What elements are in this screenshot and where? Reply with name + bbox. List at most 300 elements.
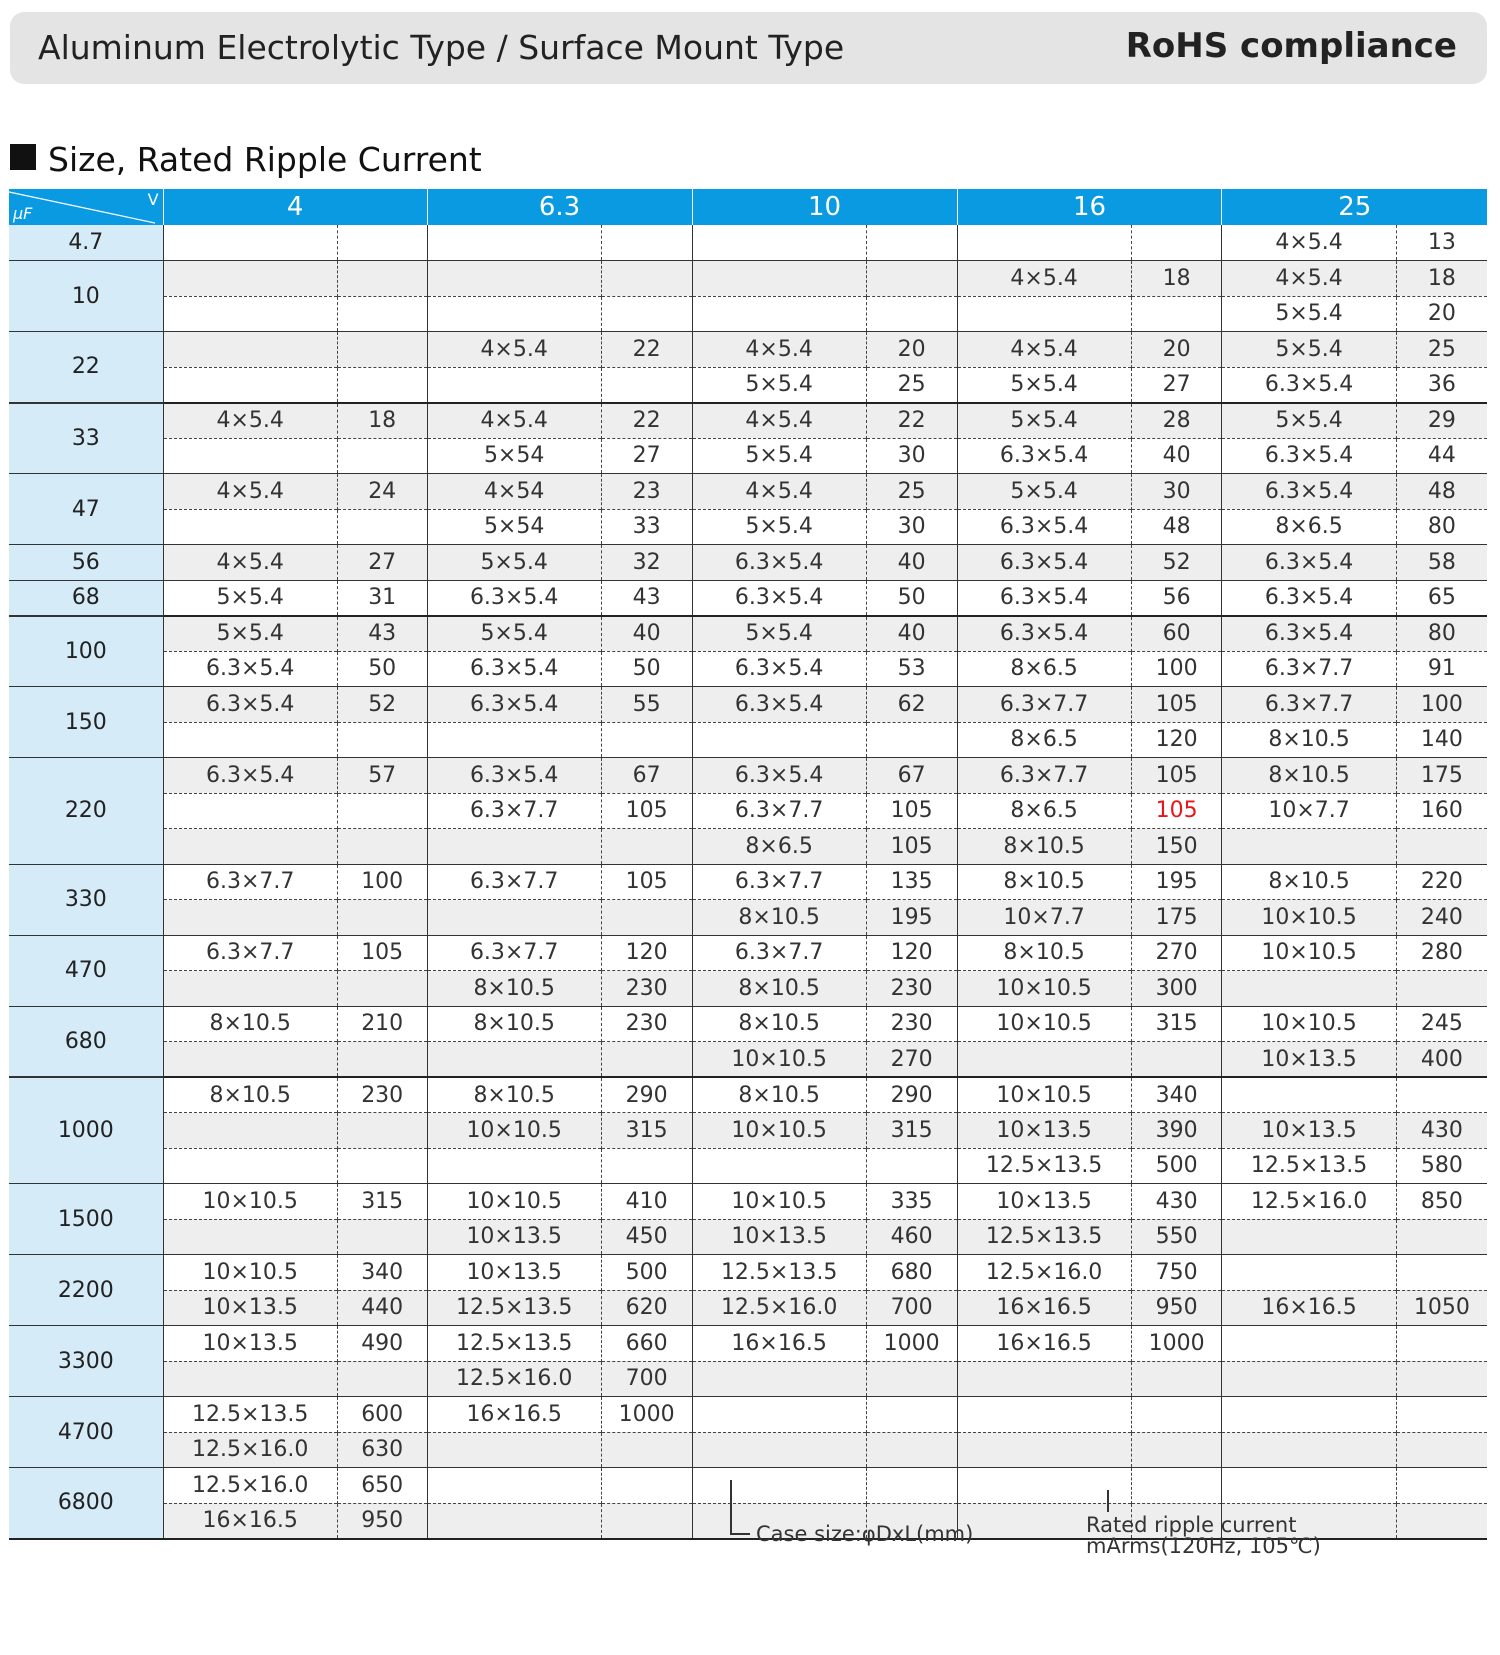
case-size-cell: 8×10.5	[427, 1077, 601, 1113]
case-size-cell: 10×13.5	[1222, 1042, 1396, 1078]
ripple-current-cell: 58	[1396, 545, 1487, 581]
ripple-current-cell: 460	[866, 1219, 957, 1255]
case-size-cell: 5×5.4	[427, 616, 601, 652]
ripple-current-cell: 135	[866, 864, 957, 900]
case-size-cell: 6.3×5.4	[1222, 616, 1396, 652]
case-size-pointer-line	[730, 1480, 732, 1534]
ripple-current-cell	[866, 1148, 957, 1184]
capacitance-cell: 4.7	[9, 225, 163, 261]
capacitance-cell: 470	[9, 935, 163, 1006]
table-row	[9, 1077, 1487, 1113]
ripple-current-cell: 60	[1131, 616, 1222, 652]
case-size-cell: 5×5.4	[1222, 403, 1396, 439]
ripple-current-cell: 20	[866, 332, 957, 368]
case-size-cell	[163, 1113, 337, 1149]
ripple-current-cell: 335	[866, 1184, 957, 1220]
ripple-current-cell: 600	[337, 1397, 427, 1433]
case-size-cell: 6.3×5.4	[1222, 438, 1396, 474]
case-size-cell: 6.3×7.7	[427, 793, 601, 829]
case-size-cell: 12.5×13.5	[427, 1290, 601, 1326]
case-size-cell: 8×6.5	[957, 722, 1131, 758]
case-size-pointer-tick	[730, 1533, 750, 1535]
ripple-current-cell: 25	[866, 474, 957, 510]
ripple-current-cell: 29	[1396, 403, 1487, 439]
ripple-current-cell: 410	[601, 1184, 692, 1220]
voltage-header: 6.3	[427, 189, 692, 225]
case-size-cell: 4×5.4	[163, 474, 337, 510]
case-size-cell: 5×5.4	[1222, 332, 1396, 368]
ripple-current-cell: 18	[337, 403, 427, 439]
case-size-cell: 8×10.5	[692, 1006, 866, 1042]
ripple-current-cell: 50	[337, 651, 427, 687]
ripple-current-cell	[866, 296, 957, 332]
ripple-current-cell	[1396, 1326, 1487, 1362]
capacitance-cell: 1500	[9, 1184, 163, 1255]
table-row	[9, 1042, 1487, 1078]
table-row	[9, 403, 1487, 439]
ripple-current-cell: 36	[1396, 367, 1487, 403]
ripple-current-cell	[601, 722, 692, 758]
ripple-current-cell: 50	[866, 580, 957, 616]
case-size-cell: 12.5×13.5	[1222, 1148, 1396, 1184]
table-row	[9, 367, 1487, 403]
ripple-current-cell	[1396, 971, 1487, 1007]
case-size-cell: 8×10.5	[163, 1006, 337, 1042]
case-size-cell	[163, 1361, 337, 1397]
ripple-note-line2: mArms(120Hz, 105℃)	[1086, 1534, 1321, 1558]
ripple-current-cell	[1396, 1432, 1487, 1468]
case-size-cell	[957, 1468, 1131, 1504]
table-row	[9, 651, 1487, 687]
case-size-cell: 6.3×5.4	[957, 580, 1131, 616]
table-row	[9, 1255, 1487, 1291]
case-size-cell: 4×54	[427, 474, 601, 510]
case-size-cell	[1222, 1077, 1396, 1113]
case-size-cell: 8×6.5	[957, 793, 1131, 829]
table-row	[9, 687, 1487, 723]
table-row	[9, 829, 1487, 865]
ripple-current-cell	[337, 332, 427, 368]
case-size-cell	[692, 1468, 866, 1504]
ripple-current-cell: 25	[1396, 332, 1487, 368]
table-row	[9, 1361, 1487, 1397]
case-size-cell	[163, 1042, 337, 1078]
ripple-current-cell: 105	[601, 793, 692, 829]
ripple-current-cell	[601, 1042, 692, 1078]
case-size-cell: 6.3×5.4	[957, 438, 1131, 474]
ripple-current-cell	[1396, 1255, 1487, 1291]
voltage-header: 16	[957, 189, 1222, 225]
case-size-cell	[427, 296, 601, 332]
case-size-cell: 10×7.7	[957, 900, 1131, 936]
case-size-cell	[692, 225, 866, 261]
ripple-current-cell: 230	[601, 971, 692, 1007]
table-row	[9, 758, 1487, 794]
case-size-cell	[957, 1397, 1131, 1433]
ripple-current-cell: 105	[866, 829, 957, 865]
table-row	[9, 864, 1487, 900]
case-size-cell	[427, 900, 601, 936]
ripple-current-cell: 40	[601, 616, 692, 652]
case-size-cell: 12.5×16.0	[427, 1361, 601, 1397]
case-size-cell	[163, 900, 337, 936]
case-size-cell: 16×16.5	[163, 1503, 337, 1539]
capacitance-cell: 330	[9, 864, 163, 935]
ripple-current-cell: 620	[601, 1290, 692, 1326]
case-size-cell: 12.5×16.0	[163, 1468, 337, 1504]
case-size-cell	[1222, 971, 1396, 1007]
ripple-current-cell: 1000	[601, 1397, 692, 1433]
table-row	[9, 1290, 1487, 1326]
ripple-current-cell: 230	[866, 1006, 957, 1042]
case-size-cell	[427, 261, 601, 297]
capacitance-cell: 1000	[9, 1077, 163, 1184]
ripple-current-cell: 220	[1396, 864, 1487, 900]
case-size-cell	[1222, 1361, 1396, 1397]
case-size-cell: 8×10.5	[1222, 722, 1396, 758]
case-size-cell: 8×10.5	[1222, 864, 1396, 900]
ripple-current-cell: 950	[337, 1503, 427, 1539]
case-size-cell	[957, 1432, 1131, 1468]
case-size-cell	[163, 225, 337, 261]
ripple-current-cell: 230	[601, 1006, 692, 1042]
case-size-cell: 6.3×7.7	[427, 864, 601, 900]
case-size-cell: 16×16.5	[427, 1397, 601, 1433]
case-size-cell: 6.3×5.4	[957, 545, 1131, 581]
case-size-cell: 5×54	[427, 438, 601, 474]
ripple-current-cell	[337, 1361, 427, 1397]
ripple-current-cell: 52	[1131, 545, 1222, 581]
case-size-cell: 12.5×13.5	[163, 1397, 337, 1433]
ripple-current-cell: 150	[1131, 829, 1222, 865]
ripple-current-cell: 43	[601, 580, 692, 616]
case-size-cell: 4×5.4	[692, 332, 866, 368]
ripple-current-cell: 23	[601, 474, 692, 510]
ripple-current-cell	[1396, 1503, 1487, 1539]
case-size-cell: 6.3×5.4	[427, 687, 601, 723]
ripple-current-cell	[1396, 1361, 1487, 1397]
ripple-current-cell: 300	[1131, 971, 1222, 1007]
case-size-cell: 6.3×7.7	[692, 864, 866, 900]
ripple-current-cell: 230	[337, 1077, 427, 1113]
case-size-cell: 5×5.4	[427, 545, 601, 581]
ripple-current-cell: 270	[866, 1042, 957, 1078]
case-size-cell: 8×6.5	[692, 829, 866, 865]
ripple-current-cell	[337, 509, 427, 545]
case-size-cell: 10×10.5	[163, 1184, 337, 1220]
ripple-current-cell: 52	[337, 687, 427, 723]
case-size-cell: 8×10.5	[1222, 758, 1396, 794]
ripple-current-cell: 1000	[866, 1326, 957, 1362]
case-size-cell: 12.5×13.5	[427, 1326, 601, 1362]
ripple-current-cell: 270	[1131, 935, 1222, 971]
case-size-cell: 10×10.5	[427, 1113, 601, 1149]
ripple-current-cell: 290	[866, 1077, 957, 1113]
case-size-cell	[1222, 1219, 1396, 1255]
case-size-cell: 10×13.5	[163, 1290, 337, 1326]
case-size-cell	[427, 1503, 601, 1539]
case-size-cell	[957, 1042, 1131, 1078]
case-size-cell: 5×54	[427, 509, 601, 545]
ripple-current-cell	[1131, 1042, 1222, 1078]
table-row	[9, 1397, 1487, 1433]
ripple-current-cell	[866, 1361, 957, 1397]
capacitance-cell: 2200	[9, 1255, 163, 1326]
case-size-note: Case size:φDxL(mm)	[756, 1522, 974, 1546]
case-size-cell: 4×5.4	[163, 403, 337, 439]
case-size-cell: 8×10.5	[957, 935, 1131, 971]
voltage-unit-label: V	[147, 190, 159, 209]
ripple-current-cell: 120	[601, 935, 692, 971]
case-size-cell: 6.3×5.4	[957, 616, 1131, 652]
ripple-current-cell: 48	[1396, 474, 1487, 510]
table-row	[9, 1148, 1487, 1184]
ripple-current-cell: 340	[1131, 1077, 1222, 1113]
case-size-cell	[427, 225, 601, 261]
ripple-current-cell: 580	[1396, 1148, 1487, 1184]
table-row	[9, 1219, 1487, 1255]
capacitance-cell: 33	[9, 403, 163, 474]
case-size-cell	[163, 509, 337, 545]
case-size-cell: 12.5×13.5	[957, 1219, 1131, 1255]
square-bullet-icon	[10, 144, 36, 170]
ripple-current-cell: 290	[601, 1077, 692, 1113]
case-size-cell: 10×10.5	[427, 1184, 601, 1220]
case-size-cell: 6.3×5.4	[957, 509, 1131, 545]
case-size-cell	[957, 296, 1131, 332]
case-size-cell: 6.3×7.7	[692, 793, 866, 829]
case-size-cell: 5×5.4	[692, 438, 866, 474]
ripple-current-cell	[1396, 1397, 1487, 1433]
ripple-current-cell: 62	[866, 687, 957, 723]
case-size-cell	[163, 971, 337, 1007]
table-row	[9, 722, 1487, 758]
case-size-cell: 6.3×5.4	[692, 687, 866, 723]
case-size-cell: 10×13.5	[692, 1219, 866, 1255]
ripple-current-cell: 33	[601, 509, 692, 545]
ripple-current-cell: 91	[1396, 651, 1487, 687]
case-size-cell: 10×13.5	[427, 1255, 601, 1291]
case-size-cell: 12.5×16.0	[957, 1255, 1131, 1291]
table-row	[9, 935, 1487, 971]
case-size-cell: 6.3×5.4	[427, 758, 601, 794]
ripple-current-cell	[601, 1148, 692, 1184]
ripple-current-cell	[337, 225, 427, 261]
table-row	[9, 793, 1487, 829]
ripple-current-cell	[1396, 1219, 1487, 1255]
case-size-cell: 8×10.5	[957, 864, 1131, 900]
ripple-current-cell: 40	[866, 545, 957, 581]
ripple-current-cell: 40	[866, 616, 957, 652]
case-size-cell: 10×10.5	[957, 1077, 1131, 1113]
ripple-current-cell: 1050	[1396, 1290, 1487, 1326]
case-size-cell: 6.3×7.7	[1222, 687, 1396, 723]
voltage-header: 4	[163, 189, 427, 225]
ripple-current-cell	[866, 1432, 957, 1468]
ripple-current-cell: 195	[1131, 864, 1222, 900]
case-size-cell	[163, 296, 337, 332]
ripple-current-cell: 850	[1396, 1184, 1487, 1220]
ripple-current-cell	[1131, 1361, 1222, 1397]
capacitance-cell: 220	[9, 758, 163, 865]
case-size-cell	[427, 367, 601, 403]
case-size-cell: 5×5.4	[957, 474, 1131, 510]
case-size-cell	[1222, 1326, 1396, 1362]
ripple-current-cell	[601, 225, 692, 261]
ripple-current-cell	[1396, 1077, 1487, 1113]
case-size-cell	[1222, 1255, 1396, 1291]
ripple-current-cell	[337, 900, 427, 936]
case-size-cell	[692, 261, 866, 297]
ripple-current-cell: 30	[1131, 474, 1222, 510]
case-size-cell: 12.5×16.0	[692, 1290, 866, 1326]
case-size-cell	[1222, 1432, 1396, 1468]
ripple-current-cell	[601, 296, 692, 332]
ripple-current-cell	[337, 829, 427, 865]
ripple-current-cell: 120	[866, 935, 957, 971]
ripple-current-cell: 67	[601, 758, 692, 794]
ripple-current-cell: 280	[1396, 935, 1487, 971]
ripple-current-cell: 430	[1131, 1184, 1222, 1220]
ripple-current-cell	[337, 1219, 427, 1255]
case-size-cell: 16×16.5	[1222, 1290, 1396, 1326]
case-size-cell: 12.5×16.0	[1222, 1184, 1396, 1220]
ripple-current-cell: 20	[1131, 332, 1222, 368]
case-size-cell	[692, 1361, 866, 1397]
ripple-current-cell	[337, 971, 427, 1007]
case-size-cell: 10×10.5	[692, 1184, 866, 1220]
ripple-current-cell: 55	[601, 687, 692, 723]
ripple-current-cell	[337, 261, 427, 297]
ripple-current-cell	[601, 367, 692, 403]
table-row	[9, 1432, 1487, 1468]
ripple-current-cell	[337, 367, 427, 403]
case-size-cell: 6.3×7.7	[427, 935, 601, 971]
case-size-cell: 8×6.5	[957, 651, 1131, 687]
case-size-cell: 6.3×7.7	[957, 687, 1131, 723]
case-size-cell: 6.3×5.4	[1222, 474, 1396, 510]
case-size-cell: 6.3×5.4	[692, 758, 866, 794]
ripple-current-cell: 450	[601, 1219, 692, 1255]
ripple-note-line1: Rated ripple current	[1086, 1513, 1297, 1537]
ripple-current-cell	[337, 1042, 427, 1078]
table-row	[9, 580, 1487, 616]
section-title: Size, Rated Ripple Current	[48, 140, 482, 179]
ripple-current-cell	[866, 1397, 957, 1433]
table-row	[9, 225, 1487, 261]
case-size-cell: 8×10.5	[692, 971, 866, 1007]
ripple-current-cell	[601, 1432, 692, 1468]
case-size-cell	[427, 1468, 601, 1504]
table-row	[9, 1006, 1487, 1042]
case-size-cell: 6.3×5.4	[1222, 580, 1396, 616]
case-size-cell: 4×5.4	[957, 332, 1131, 368]
case-size-cell: 5×5.4	[692, 509, 866, 545]
voltage-header-row	[9, 189, 1487, 225]
case-size-cell: 6.3×5.4	[163, 758, 337, 794]
ripple-current-cell: 210	[337, 1006, 427, 1042]
case-size-cell: 16×16.5	[957, 1290, 1131, 1326]
case-size-cell	[427, 722, 601, 758]
ripple-current-cell: 315	[866, 1113, 957, 1149]
case-size-cell: 8×10.5	[427, 971, 601, 1007]
ripple-current-cell: 100	[337, 864, 427, 900]
case-size-cell	[163, 1148, 337, 1184]
ripple-current-cell: 28	[1131, 403, 1222, 439]
ripple-current-cell: 56	[1131, 580, 1222, 616]
case-size-cell: 6.3×5.4	[1222, 545, 1396, 581]
ripple-current-cell: 700	[866, 1290, 957, 1326]
ripple-current-cell: 100	[1131, 651, 1222, 687]
ripple-current-cell: 25	[866, 367, 957, 403]
ripple-current-cell	[601, 900, 692, 936]
case-size-cell	[692, 296, 866, 332]
page-header	[10, 12, 1487, 84]
case-size-cell: 6.3×7.7	[692, 935, 866, 971]
ripple-current-cell: 650	[337, 1468, 427, 1504]
case-size-cell: 5×5.4	[163, 616, 337, 652]
ripple-current-cell: 105	[1131, 793, 1222, 829]
ripple-current-cell: 105	[866, 793, 957, 829]
table-row	[9, 545, 1487, 581]
voltage-header: 10	[692, 189, 957, 225]
case-size-cell: 8×10.5	[427, 1006, 601, 1042]
ripple-current-cell: 30	[866, 509, 957, 545]
case-size-cell: 4×5.4	[1222, 261, 1396, 297]
case-size-cell: 16×16.5	[957, 1326, 1131, 1362]
ripple-current-cell: 195	[866, 900, 957, 936]
case-size-cell: 10×13.5	[427, 1219, 601, 1255]
case-size-cell: 6.3×7.7	[1222, 651, 1396, 687]
ripple-current-cell: 140	[1396, 722, 1487, 758]
ripple-current-cell	[337, 793, 427, 829]
case-size-cell	[1222, 1397, 1396, 1433]
case-size-cell: 5×5.4	[957, 367, 1131, 403]
case-size-cell: 4×5.4	[427, 403, 601, 439]
case-size-cell: 4×5.4	[163, 545, 337, 581]
corner-cell	[9, 189, 163, 225]
ripple-current-cell: 245	[1396, 1006, 1487, 1042]
table-row	[9, 971, 1487, 1007]
case-size-cell: 5×5.4	[692, 616, 866, 652]
ripple-current-cell: 105	[1131, 687, 1222, 723]
ripple-current-cell: 750	[1131, 1255, 1222, 1291]
ripple-current-cell: 43	[337, 616, 427, 652]
case-size-cell: 10×10.5	[957, 1006, 1131, 1042]
case-size-cell	[957, 225, 1131, 261]
case-size-cell: 6.3×5.4	[427, 651, 601, 687]
ripple-current-cell: 950	[1131, 1290, 1222, 1326]
capacitance-cell: 680	[9, 1006, 163, 1077]
ripple-current-cell: 315	[337, 1184, 427, 1220]
case-size-cell	[427, 1432, 601, 1468]
ripple-current-cell: 390	[1131, 1113, 1222, 1149]
ripple-current-cell: 24	[337, 474, 427, 510]
ripple-current-cell: 57	[337, 758, 427, 794]
case-size-cell: 4×5.4	[957, 261, 1131, 297]
ripple-current-cell	[1131, 296, 1222, 332]
case-size-cell: 10×13.5	[163, 1326, 337, 1362]
case-size-cell: 10×10.5	[692, 1042, 866, 1078]
case-size-cell	[163, 793, 337, 829]
ripple-current-cell: 105	[337, 935, 427, 971]
case-size-cell: 8×6.5	[1222, 509, 1396, 545]
case-size-cell	[163, 1219, 337, 1255]
case-size-cell	[163, 829, 337, 865]
case-size-cell	[163, 438, 337, 474]
case-size-cell: 8×10.5	[163, 1077, 337, 1113]
ripple-current-cell: 680	[866, 1255, 957, 1291]
